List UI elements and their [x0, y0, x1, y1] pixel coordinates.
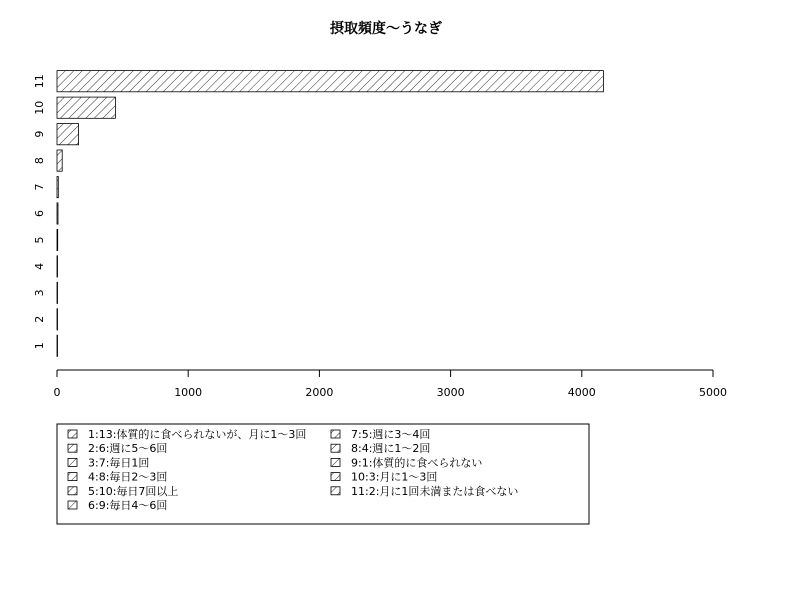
- y-tick-label: 9: [33, 130, 46, 138]
- legend-entry: 1:13:体質的に食べられないが、月に1〜3回: [88, 428, 307, 441]
- bar-11: [57, 71, 603, 92]
- legend: [57, 424, 589, 524]
- bar-1: [57, 335, 58, 356]
- legend-swatch: [331, 430, 340, 438]
- bar-3: [57, 282, 58, 303]
- bar-9: [57, 124, 79, 145]
- y-tick-label: 5: [33, 236, 46, 244]
- bars-group: [57, 71, 603, 357]
- legend-swatch: [68, 444, 77, 452]
- bar-10: [57, 97, 115, 118]
- legend-entry: 10:3:月に1〜3回: [351, 470, 438, 484]
- legend-entry: 3:7:毎日1回: [88, 456, 150, 470]
- legend-entry: 2:6:週に5〜6回: [88, 442, 168, 456]
- legend-entry: 11:2:月に1回未満または食べない: [351, 484, 519, 498]
- y-tick-label: 10: [33, 100, 46, 115]
- legend-entry: 4:8:毎日2〜3回: [88, 470, 168, 484]
- bar-8: [57, 150, 62, 171]
- y-tick-label: 11: [33, 74, 46, 89]
- legend-swatch: [331, 444, 340, 452]
- y-tick-label: 2: [33, 315, 46, 323]
- x-tick-label: 2000: [305, 386, 334, 399]
- legend-swatch: [68, 430, 77, 438]
- y-tick-label: 3: [33, 289, 46, 297]
- bar-6: [57, 203, 58, 224]
- chart-title: 摂取頻度〜うなぎ: [330, 21, 442, 37]
- legend-swatch: [68, 501, 77, 509]
- legend-swatch: [331, 473, 340, 481]
- y-tick-label: 7: [33, 183, 46, 191]
- legend-swatch: [331, 458, 340, 466]
- legend-swatch: [68, 458, 77, 466]
- bar-4: [57, 256, 58, 277]
- x-tick-label: 4000: [567, 386, 596, 399]
- x-tick-label: 1000: [174, 386, 203, 399]
- legend-entry: 9:1:体質的に食べられない: [351, 456, 483, 470]
- legend-swatch: [331, 487, 340, 495]
- bar-5: [57, 229, 58, 250]
- axes-group: [33, 74, 727, 399]
- legend-entry: 7:5:週に3〜4回: [351, 428, 431, 441]
- x-tick-label: 0: [53, 386, 61, 399]
- y-tick-label: 6: [33, 210, 46, 217]
- bar-2: [57, 309, 58, 330]
- legend-entry: 6:9:毎日4〜6回: [88, 499, 168, 512]
- legend-swatch: [68, 473, 77, 481]
- x-tick-label: 5000: [699, 386, 727, 399]
- y-tick-label: 8: [33, 157, 46, 165]
- legend-entry: 8:4:週に1〜2回: [351, 442, 431, 456]
- legend-entry: 5:10:毎日7回以上: [88, 484, 179, 498]
- y-tick-label: 4: [33, 262, 46, 270]
- y-tick-label: 1: [33, 342, 46, 350]
- x-tick-label: 3000: [436, 386, 465, 399]
- bar-7: [57, 177, 58, 198]
- legend-swatch: [68, 487, 77, 495]
